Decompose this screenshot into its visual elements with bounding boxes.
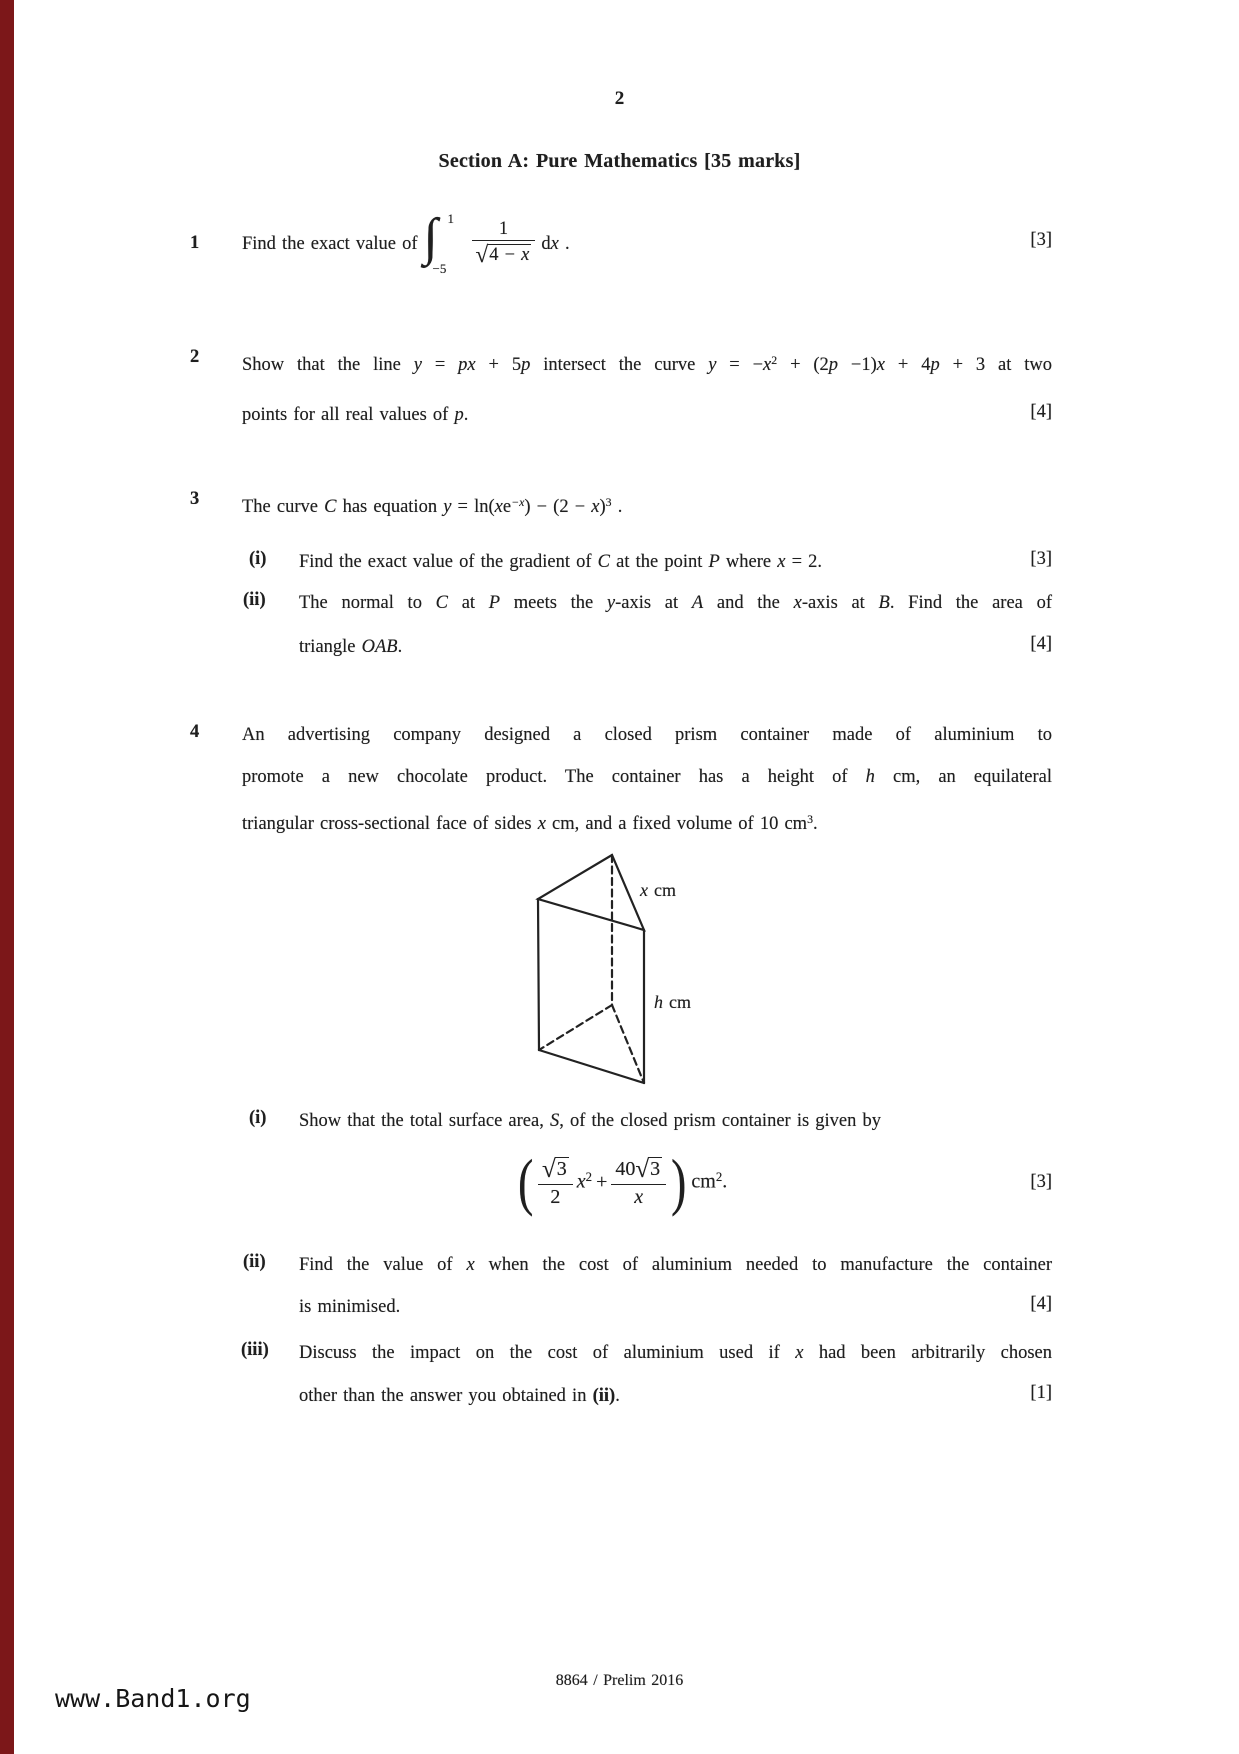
q1-fraction-denominator — [472, 240, 536, 269]
q3-part-ii-line-1: The normal to C at P meets the y-axis at A and the x-axis at B. Find the area of — [299, 593, 1052, 613]
radicand: 3 — [650, 1157, 661, 1180]
q4-part-i-label: (i) — [249, 1108, 267, 1128]
radicand: 4 − x — [489, 245, 530, 265]
fraction-1-denominator: 2 — [538, 1184, 573, 1209]
integral-symbol — [423, 209, 468, 276]
paper-code-footer: 8864 / Prelim 2016 — [555, 1672, 684, 1689]
q3-part-i-marks: [3] — [1030, 549, 1052, 569]
q3-part-i-label: (i) — [249, 549, 267, 569]
q3-part-ii-line-2: triangle OAB. — [299, 637, 403, 657]
q4-part-iii-label: (iii) — [241, 1340, 269, 1360]
q1-fraction — [472, 219, 536, 269]
fraction-2-denominator: x — [611, 1184, 666, 1209]
watermark-site-text: www.Band1.org — [55, 1684, 251, 1713]
q3-part-ii-label: (ii) — [243, 590, 266, 610]
scan-edge-strip — [0, 0, 14, 1754]
question-2-number: 2 — [190, 347, 200, 367]
question-4-number: 4 — [190, 722, 200, 742]
prism-figure — [518, 843, 728, 1095]
q3-part-i-text: Find the exact value of the gradient of C at the point P where x = 2. — [299, 552, 823, 572]
q4-part-i-marks: [3] — [1030, 1172, 1052, 1192]
q1-marks: [3] — [1030, 230, 1052, 250]
fraction-1-numerator — [538, 1156, 573, 1184]
fraction-2-numerator: 40√3 — [615, 1155, 661, 1183]
q1-radical — [475, 242, 532, 268]
q4-surface-area-formula — [190, 1147, 1052, 1217]
q4-part-ii-label: (ii) — [243, 1252, 266, 1272]
formula-plus-sign: + — [596, 1170, 608, 1193]
formula-unit: $cm^2$. — [691, 1170, 728, 1193]
integral-lower-limit: −5 — [432, 261, 447, 276]
question-1-number: 1 — [190, 233, 200, 253]
q4-para-line-2: promote a new chocolate product. The container has a height of h cm, an equilateral — [242, 767, 1052, 787]
question-3-number: 3 — [190, 489, 200, 509]
left-parenthesis: ( — [517, 1146, 534, 1217]
prism-solid-edges — [538, 855, 644, 1083]
q1-differential: dx . — [541, 233, 570, 254]
q1-lead-text: Find the exact value of — [242, 233, 418, 254]
page-number: 2 — [614, 88, 625, 109]
q4-para-line-3: triangular cross-sectional face of sides x cm, and a fixed volume of 10 $cm^3$. — [242, 812, 818, 835]
q4-part-ii-marks: [4] — [1030, 1294, 1052, 1314]
q2-marks: [4] — [1030, 402, 1052, 422]
q4-part-iii-line-2: other than the answer you obtained in (ii). — [299, 1386, 620, 1406]
q3-part-ii-marks: [4] — [1030, 634, 1052, 654]
q2-line-1: Show that the line y = px + 5p intersect the curve $y = -x^2 + (2p -1)x + 4p + 3$ at two — [242, 353, 1052, 376]
radicand: 3 — [556, 1157, 567, 1180]
q4-part-iii-line-1: Discuss the impact on the cost of aluminium used if x had been arbitrarily chosen — [299, 1343, 1052, 1363]
integral-upper-limit: 1 — [447, 211, 455, 226]
q4-part-ii-line-2: is minimised. — [299, 1297, 401, 1317]
q3-intro-line: The curve C has equation $y = \ln(xe^{-x}) - (2 - x)^3$ . — [242, 495, 623, 518]
q4-part-iii-marks: [1] — [1030, 1383, 1052, 1403]
right-parenthesis: ) — [671, 1146, 687, 1217]
q2-line-2: points for all real values of p. — [242, 405, 469, 425]
radical-sign: √ — [475, 242, 489, 268]
formula-x-squared: $x^2$ — [576, 1170, 593, 1193]
q4-para-line-1: An advertising company designed a closed prism container made of aluminium to — [242, 725, 1052, 745]
integral-sign: ∫ — [423, 209, 438, 266]
radical-sign: √ — [542, 1155, 556, 1183]
prism-x-label: x cm — [640, 880, 676, 900]
radical-sign: √ — [635, 1155, 650, 1183]
q4-part-ii-line-1: Find the value of x when the cost of aluminium needed to manufacture the container — [299, 1255, 1052, 1275]
q1-fraction-numerator: 1 — [498, 219, 509, 239]
formula-fraction-2 — [611, 1156, 666, 1209]
section-title: Section A: Pure Mathematics [35 marks] — [438, 150, 801, 172]
q4-part-i-text: Show that the total surface area, S, of the closed prism container is given by — [299, 1111, 882, 1131]
question-1-line — [242, 211, 570, 277]
prism-h-label: h cm — [654, 992, 691, 1012]
formula-fraction-1 — [538, 1156, 573, 1209]
